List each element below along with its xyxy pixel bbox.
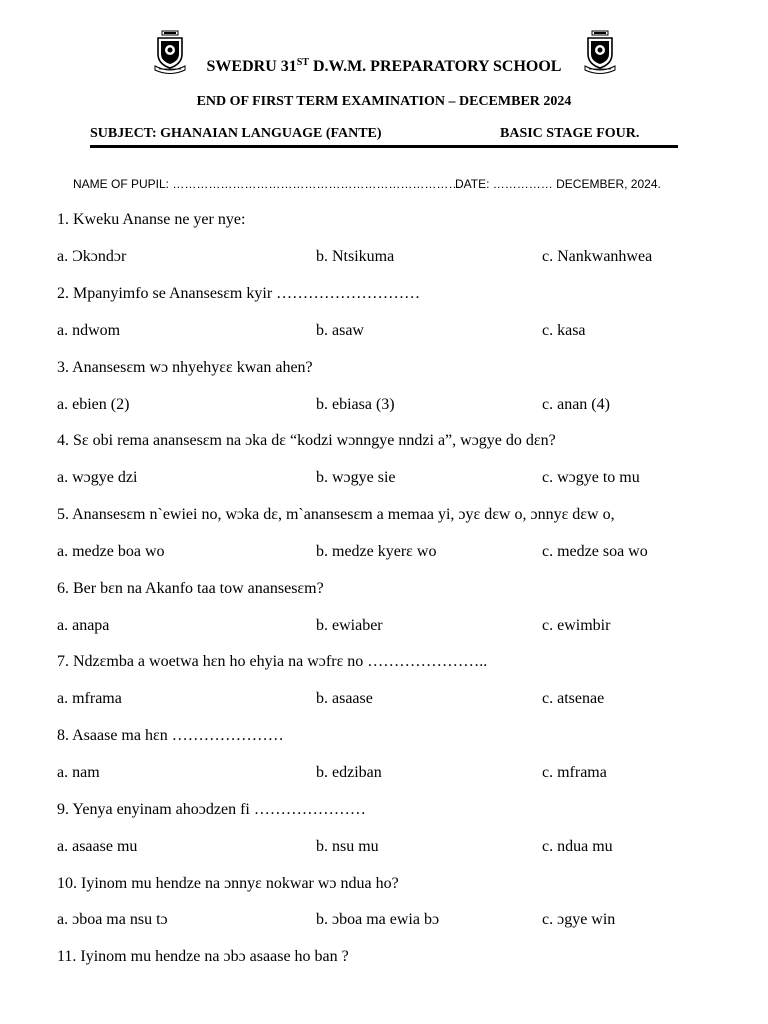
question-text: 8. Asaase ma hɛn ………………… bbox=[57, 727, 284, 744]
question-text: 1. Kweku Ananse ne yer nye: bbox=[57, 211, 246, 228]
header-divider bbox=[90, 145, 678, 148]
question-text: 5. Anansesɛm n`ewiei no, wɔka dɛ, m`anansesɛm a memaa yi, ɔyɛ dɛw o, ɔnnyɛ dɛw o, bbox=[57, 506, 615, 523]
question-text: 10. Iyinom mu hendze na ɔnnyɛ nokwar wɔ ndua ho? bbox=[57, 875, 399, 892]
option-c: c. kasa bbox=[542, 322, 586, 339]
option-b: b. ebiasa (3) bbox=[316, 396, 395, 413]
school-name-heading bbox=[0, 55, 768, 79]
option-b: b. ewiaber bbox=[316, 617, 383, 634]
subject-label: SUBJECT: GHANAIAN LANGUAGE (FANTE) bbox=[90, 126, 382, 141]
option-b: b. Ntsikuma bbox=[316, 248, 395, 265]
school-name-superscript: ST bbox=[296, 57, 309, 68]
question-options bbox=[57, 836, 737, 858]
option-a: a. medze boa wo bbox=[57, 543, 165, 560]
question-text: 2. Mpanyimfo se Anansesɛm kyir ……………………… bbox=[57, 285, 421, 302]
option-c: c. ndua mu bbox=[542, 838, 613, 855]
option-b: b. edziban bbox=[316, 764, 382, 781]
option-a: a. ndwom bbox=[57, 322, 121, 339]
option-a: a. ɔboa ma nsu tɔ bbox=[57, 911, 168, 928]
option-b: b. medze kyerɛ wo bbox=[316, 543, 437, 560]
question-options bbox=[57, 909, 737, 931]
option-a: a. mframa bbox=[57, 690, 122, 707]
date-field: DATE: …………… DECEMBER, 2024. bbox=[455, 177, 661, 191]
option-b: b. ɔboa ma ewia bɔ bbox=[316, 911, 440, 928]
stage-label: BASIC STAGE FOUR. bbox=[500, 126, 640, 141]
option-a: a. anapa bbox=[57, 617, 110, 634]
option-b: b. nsu mu bbox=[316, 838, 379, 855]
question-options bbox=[57, 615, 737, 637]
question-text: 3. Anansesɛm wɔ nhyehyɛɛ kwan ahen? bbox=[57, 359, 313, 376]
question-options bbox=[57, 762, 737, 784]
school-name-prefix: SWEDRU 31 bbox=[206, 58, 297, 75]
option-b: b. asaw bbox=[316, 322, 364, 339]
option-a: a. Ɔkɔndɔr bbox=[57, 248, 127, 265]
option-c: c. ɔgye win bbox=[542, 911, 616, 928]
option-a: a. ebien (2) bbox=[57, 396, 130, 413]
option-c: c. medze soa wo bbox=[542, 543, 648, 560]
question-text: 11. Iyinom mu hendze na ɔbɔ asaase ho ban ? bbox=[57, 948, 349, 965]
option-c: c. ewimbir bbox=[542, 617, 611, 634]
option-c: c. wɔgye to mu bbox=[542, 469, 640, 486]
question-options bbox=[57, 320, 737, 342]
option-c: c. anan (4) bbox=[542, 396, 610, 413]
option-c: c. mframa bbox=[542, 764, 607, 781]
option-c: c. Nankwanhwea bbox=[542, 248, 653, 265]
pupil-name-field: NAME OF PUPIL: ……………………………………………………………… bbox=[73, 177, 461, 191]
question-text: 6. Ber bɛn na Akanfo taa tow anansesɛm? bbox=[57, 580, 324, 597]
option-a: a. asaase mu bbox=[57, 838, 138, 855]
question-text: 9. Yenya enyinam ahoɔdzen fi ………………… bbox=[57, 801, 366, 818]
question-options bbox=[57, 246, 737, 268]
question-options bbox=[57, 541, 737, 563]
question-text: 4. Sɛ obi rema anansesɛm na ɔka dɛ “kodzi wɔnngye nndzi a”, wɔgye do dɛn? bbox=[57, 432, 556, 449]
option-b: b. wɔgye sie bbox=[316, 469, 396, 486]
question-options bbox=[57, 394, 737, 416]
exam-title: END OF FIRST TERM EXAMINATION – DECEMBER 2024 bbox=[196, 94, 572, 109]
option-a: a. nam bbox=[57, 764, 100, 781]
option-a: a. wɔgye dzi bbox=[57, 469, 138, 486]
question-options bbox=[57, 688, 737, 710]
question-text: 7. Ndzɛmba a woetwa hɛn ho ehyia na wɔfrɛ no ………………….. bbox=[57, 653, 488, 670]
question-options bbox=[57, 467, 737, 489]
option-b: b. asaase bbox=[316, 690, 373, 707]
school-name-suffix: D.W.M. PREPARATORY SCHOOL bbox=[308, 58, 562, 75]
option-c: c. atsenae bbox=[542, 690, 605, 707]
